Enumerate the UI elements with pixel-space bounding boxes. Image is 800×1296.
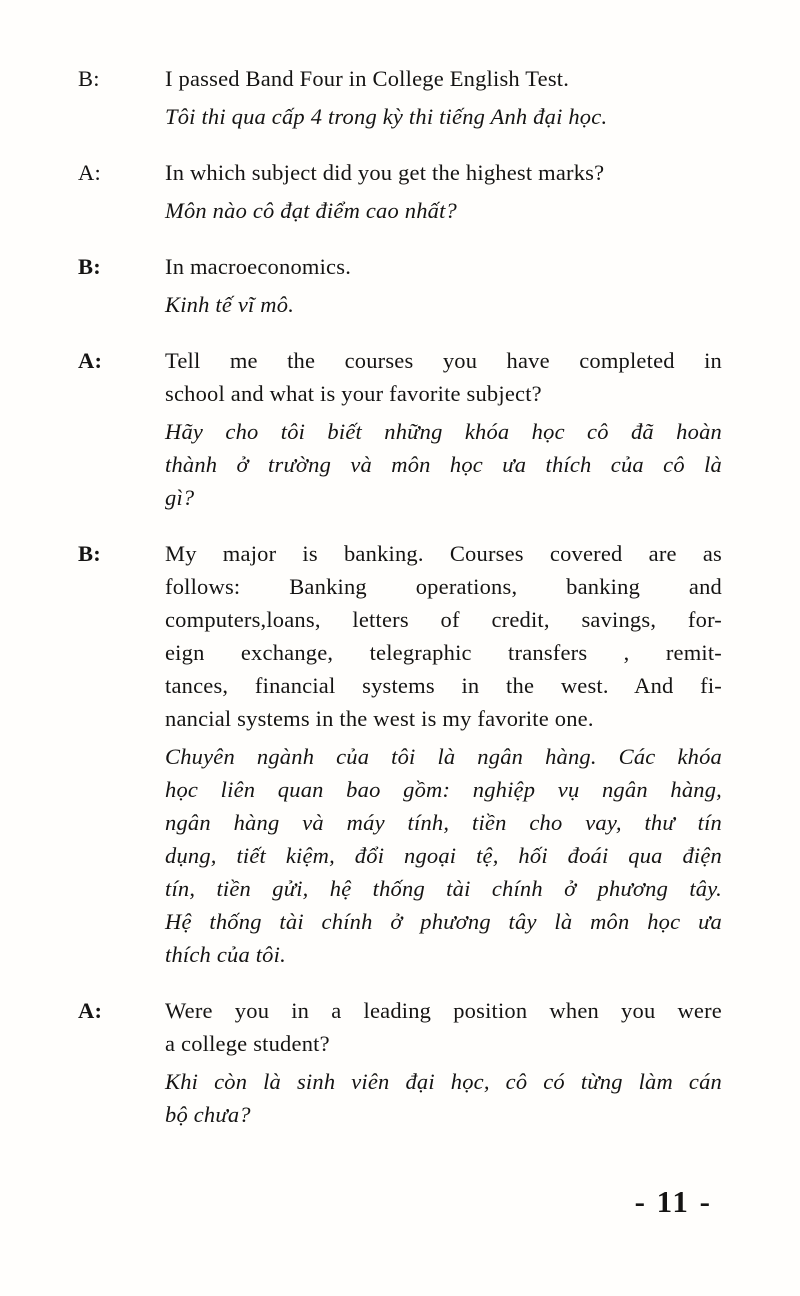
english-paragraph bbox=[165, 344, 722, 410]
english-paragraph bbox=[165, 156, 722, 189]
dialogue-line-vi: Hãy cho tôi biết những khóa học cô đã hoàn bbox=[165, 419, 722, 444]
vietnamese-paragraph bbox=[165, 194, 722, 227]
dialogue-line-en: In macroeconomics. bbox=[165, 254, 352, 279]
dialogue-entry bbox=[78, 62, 722, 133]
dialogue-line-en: In which subject did you get the highest marks? bbox=[165, 160, 605, 185]
dialogue-line-vi: Kinh tế vĩ mô. bbox=[165, 292, 295, 317]
dialogue-entry bbox=[78, 537, 722, 971]
vietnamese-paragraph bbox=[165, 415, 722, 514]
dialogue-line-en: nancial systems in the west is my favorite one. bbox=[165, 706, 594, 731]
dialogue-entry bbox=[78, 156, 722, 227]
entry-body bbox=[165, 994, 722, 1131]
dialogue-entry bbox=[78, 994, 722, 1131]
english-paragraph bbox=[165, 537, 722, 735]
dialogue-line-en: eign exchange, telegraphic transfers , remit- bbox=[165, 640, 722, 665]
dialogue-line-en: follows: Banking operations, banking and bbox=[165, 574, 722, 599]
dialogue-line-en: school and what is your favorite subject? bbox=[165, 381, 542, 406]
dialogue-line-vi: Khi còn là sinh viên đại học, cô có từng làm cán bbox=[165, 1069, 722, 1094]
dialogue-line-vi: học liên quan bao gồm: nghiệp vụ ngân hàng, bbox=[165, 777, 722, 802]
dialogue-line-en: I passed Band Four in College English Test. bbox=[165, 66, 570, 91]
vietnamese-paragraph bbox=[165, 1065, 722, 1131]
page-number: - 11 - bbox=[634, 1184, 712, 1219]
dialogue-line-en: tances, financial systems in the west. And fi- bbox=[165, 673, 722, 698]
dialogue-entry bbox=[78, 344, 722, 514]
english-paragraph bbox=[165, 994, 722, 1060]
dialogue-line-en: computers,loans, letters of credit, savings, for- bbox=[165, 607, 722, 632]
dialogue-line-vi: bộ chưa? bbox=[165, 1102, 251, 1127]
speaker-label: B: bbox=[78, 254, 101, 279]
vietnamese-paragraph bbox=[165, 288, 722, 321]
dialogue-line-vi: ngân hàng và máy tính, tiền cho vay, thư tín bbox=[165, 810, 722, 835]
english-paragraph bbox=[165, 62, 722, 95]
dialogue-line-vi: Môn nào cô đạt điểm cao nhất? bbox=[165, 198, 458, 223]
entry-body bbox=[165, 537, 722, 971]
entry-body bbox=[165, 250, 722, 321]
speaker-label: A: bbox=[78, 998, 103, 1023]
dialogue-line-vi: tín, tiền gửi, hệ thống tài chính ở phương tây. bbox=[165, 876, 722, 901]
english-paragraph bbox=[165, 250, 722, 283]
speaker-label: A: bbox=[78, 160, 101, 185]
entry-body bbox=[165, 156, 722, 227]
dialogue-line-en: Tell me the courses you have completed in bbox=[165, 348, 722, 373]
dialogue-line-vi: thích của tôi. bbox=[165, 942, 286, 967]
entry-body bbox=[165, 344, 722, 514]
dialogue-entry bbox=[78, 250, 722, 321]
dialogue-line-vi: Tôi thi qua cấp 4 trong kỳ thi tiếng Anh đại học. bbox=[165, 104, 608, 129]
dialogue-line-en: Were you in a leading position when you were bbox=[165, 998, 722, 1023]
speaker-label: B: bbox=[78, 66, 100, 91]
speaker-label: B: bbox=[78, 541, 101, 566]
entry-body bbox=[165, 62, 722, 133]
dialogue-line-vi: Chuyên ngành của tôi là ngân hàng. Các khóa bbox=[165, 744, 722, 769]
dialogue-line-vi: gì? bbox=[165, 485, 195, 510]
dialogue-line-vi: Hệ thống tài chính ở phương tây là môn học ưa bbox=[165, 909, 722, 934]
dialogue-line-vi: thành ở trường và môn học ưa thích của cô là bbox=[165, 452, 722, 477]
dialogue-line-vi: dụng, tiết kiệm, đổi ngoại tệ, hối đoái qua điện bbox=[165, 843, 722, 868]
vietnamese-paragraph bbox=[165, 100, 722, 133]
dialogue-line-en: My major is banking. Courses covered are as bbox=[165, 541, 722, 566]
dialogue-line-en: a college student? bbox=[165, 1031, 330, 1056]
speaker-label: A: bbox=[78, 348, 103, 373]
vietnamese-paragraph bbox=[165, 740, 722, 971]
